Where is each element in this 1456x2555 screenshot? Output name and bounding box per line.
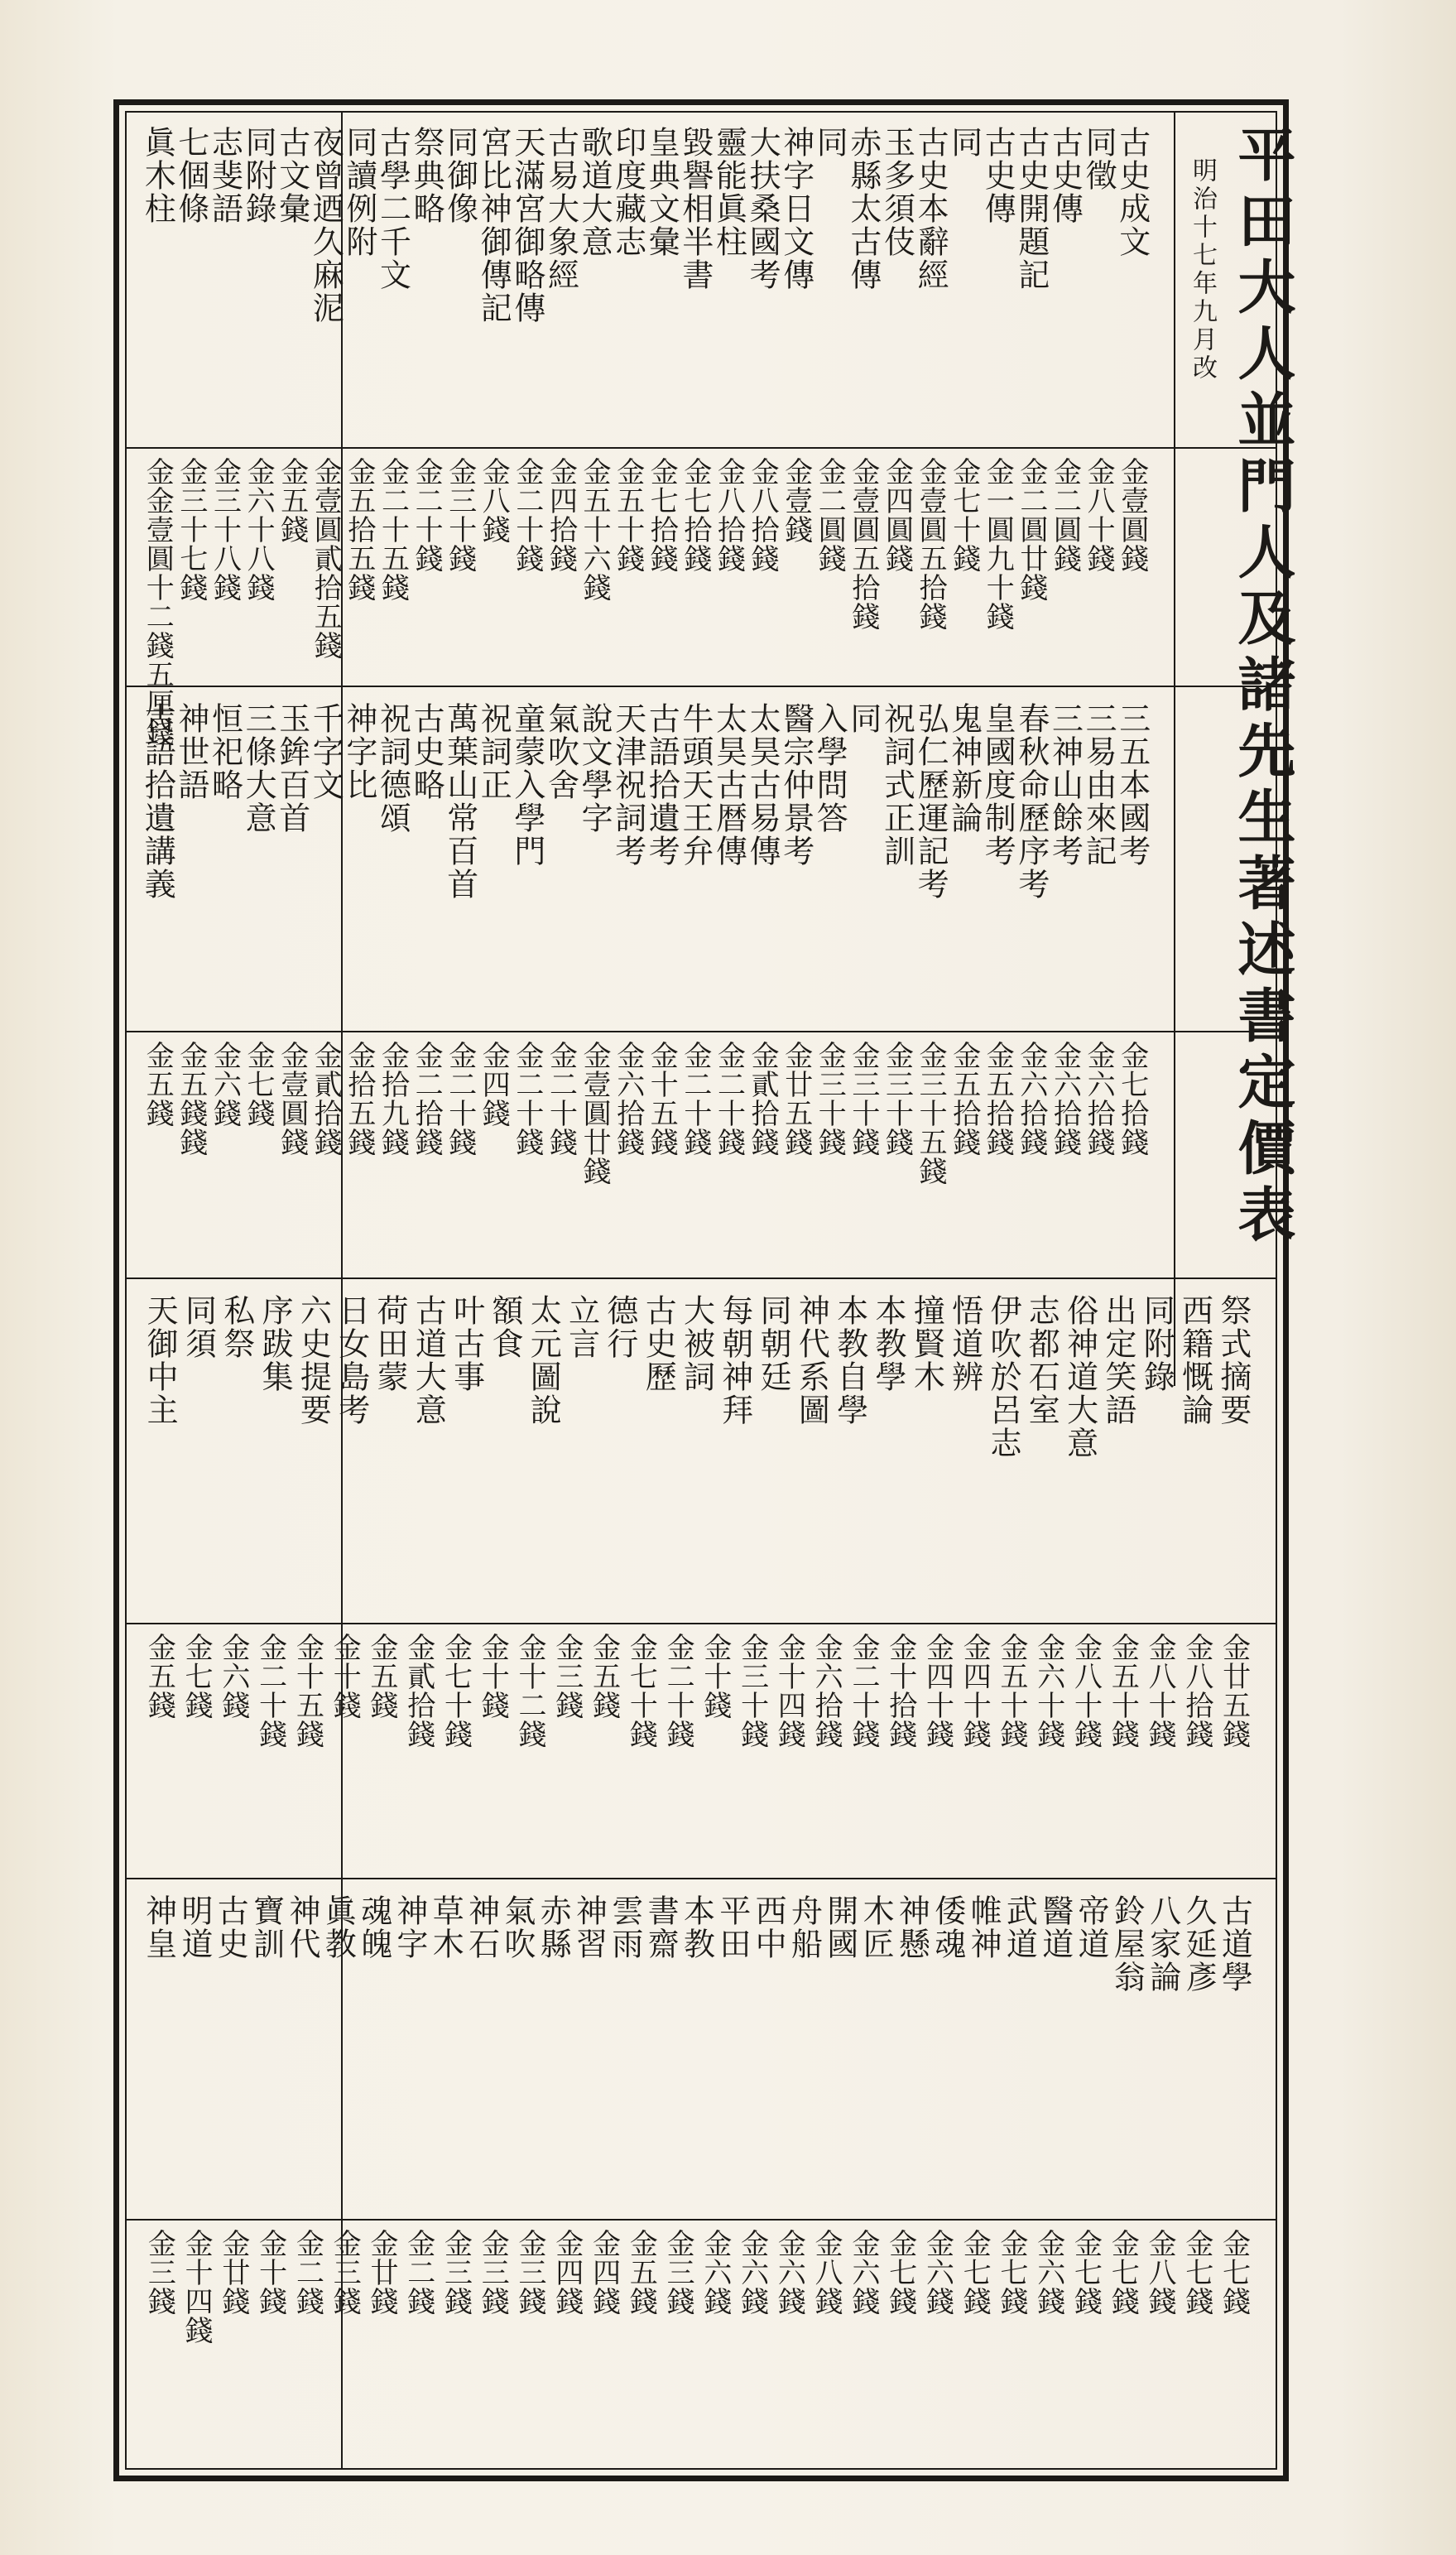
book-title: 古學二千文 [374, 126, 411, 291]
book-price: 金三十錢 [735, 1633, 769, 1749]
book-price: 金七錢 [1217, 2229, 1251, 2316]
book-title: 三易由來記 [1080, 702, 1117, 868]
book-title: 萬葉山常百首 [441, 702, 478, 901]
book-price: 金七十錢 [947, 457, 981, 573]
book-title: 祝詞德頌 [374, 702, 411, 835]
book-price: 金三十錢 [880, 1041, 914, 1157]
book-price: 金貳拾錢 [401, 1633, 435, 1749]
book-price: 金六拾錢 [810, 1633, 843, 1749]
book-title: 恒祀略 [206, 702, 243, 801]
book-title: 千字文 [307, 702, 344, 801]
book-title: 私祭 [218, 1294, 255, 1360]
book-title: 同 [945, 126, 983, 159]
book-price: 金七錢 [242, 1041, 276, 1128]
book-title: 六史提要 [295, 1294, 332, 1427]
book-title: 宮比神御傳記 [475, 126, 512, 325]
book-title: 叶古事 [448, 1294, 485, 1393]
book-title: 寶訓 [247, 1894, 285, 1961]
book-price: 金八錢 [810, 2229, 843, 2316]
book-price: 金二十錢 [712, 1041, 746, 1157]
book-title: 毀譽相半書 [676, 126, 714, 291]
book-title: 祭典略 [408, 126, 445, 225]
book-title: 同 [811, 126, 848, 159]
book-price: 金四十錢 [920, 1633, 954, 1749]
book-price: 金七拾錢 [678, 457, 712, 573]
book-price: 金八十錢 [1069, 1633, 1103, 1749]
book-title: 古道學 [1216, 1894, 1253, 1994]
book-price: 金金壹圓十二錢五厘錢 [141, 457, 175, 747]
book-title: 八家論 [1144, 1894, 1181, 1994]
book-title: 本教自學 [831, 1294, 868, 1427]
book-title: 同徵 [1080, 126, 1117, 192]
book-title: 同須 [180, 1294, 217, 1360]
book-price: 金三十錢 [846, 1041, 880, 1157]
book-title: 神石 [463, 1894, 500, 1961]
book-price: 金七十錢 [439, 1633, 473, 1749]
book-price: 金四錢 [550, 2229, 584, 2316]
book-price: 金拾五錢 [342, 1041, 376, 1157]
book-title: 太昊古易傳 [744, 702, 781, 868]
book-title: 神代系圖 [793, 1294, 830, 1427]
book-price: 金七拾錢 [1115, 1041, 1149, 1157]
book-price: 金二圓錢 [1048, 457, 1082, 573]
book-price: 金七拾錢 [645, 457, 679, 573]
book-price: 金六錢 [846, 2229, 880, 2316]
book-title: 大被詞 [678, 1294, 715, 1393]
book-title: 雲雨 [606, 1894, 643, 1961]
book-price: 金十錢 [476, 1633, 510, 1720]
book-price: 金六拾錢 [611, 1041, 645, 1157]
book-price: 金八拾錢 [712, 457, 746, 573]
book-price: 金三十七錢 [174, 457, 208, 602]
book-title: 祝詞正 [475, 702, 512, 801]
book-title: 久延彥 [1180, 1894, 1218, 1994]
book-price: 金二拾錢 [410, 1041, 444, 1157]
book-title: 鈴屋翁 [1108, 1894, 1146, 1994]
book-price: 金二十錢 [661, 1633, 695, 1749]
book-title: 天御中主 [142, 1294, 179, 1427]
book-price: 金七錢 [958, 2229, 992, 2316]
group-divider [341, 1879, 343, 2470]
book-title: 鬼神新論 [945, 702, 983, 835]
book-title: 氣吹 [498, 1894, 536, 1961]
book-price: 金五錢 [364, 1633, 398, 1720]
book-price: 金三十錢 [443, 457, 477, 573]
book-price: 金四圓錢 [880, 457, 914, 573]
book-price: 金廿錢 [216, 2229, 250, 2316]
book-price: 金四十錢 [958, 1633, 992, 1749]
book-title: 木匠 [858, 1894, 895, 1961]
page-title: 平田大人並門人及諸先生著述書定價表 [1228, 124, 1297, 1250]
book-title: 古語拾遺講義 [139, 702, 176, 901]
book-title: 古道大意 [410, 1294, 447, 1427]
book-price: 金六錢 [772, 2229, 806, 2316]
book-price: 金五錢 [587, 1633, 621, 1720]
book-title: 悟道辨 [946, 1294, 983, 1393]
book-price: 金六十八錢 [242, 457, 276, 602]
book-title: 同朝廷 [755, 1294, 792, 1393]
book-price: 金廿錢 [364, 2229, 398, 2316]
book-title: 古易大象經 [542, 126, 579, 291]
book-title: 童蒙入學門 [508, 702, 545, 868]
book-title: 古史傳 [979, 126, 1016, 225]
book-price: 金七錢 [1180, 2229, 1213, 2316]
book-price: 金六錢 [216, 1633, 250, 1720]
book-title: 草木 [427, 1894, 464, 1961]
book-price: 金二圓廿錢 [1014, 457, 1048, 602]
book-title: 玉多須伎 [878, 126, 915, 258]
book-price: 金廿五錢 [1217, 1633, 1251, 1749]
book-price: 金四錢 [477, 1041, 511, 1128]
book-title: 立言 [563, 1294, 600, 1360]
book-price: 金五錢 [142, 1633, 176, 1720]
book-title: 神皇 [140, 1894, 177, 1961]
book-price: 金六拾錢 [1082, 1041, 1116, 1157]
book-title: 氣吹舍 [542, 702, 579, 801]
book-price: 金五錢 [624, 2229, 658, 2316]
book-price: 金七錢 [180, 1633, 214, 1720]
book-price: 金一圓九十錢 [981, 457, 1015, 631]
book-title: 三條大意 [240, 702, 277, 835]
book-price: 金六錢 [920, 2229, 954, 2316]
book-title: 春秋命歷序考 [1012, 702, 1050, 901]
book-title: 天津祝詞考 [609, 702, 646, 868]
book-price: 金十二錢 [513, 1633, 547, 1749]
book-price: 金二十錢 [678, 1041, 712, 1157]
book-title: 祝詞式正訓 [878, 702, 915, 868]
book-price: 金壹圓五拾錢 [914, 457, 948, 631]
book-title: 皇國度制考 [979, 702, 1016, 868]
book-price: 金三十錢 [813, 1041, 847, 1157]
book-title: 神懸 [893, 1894, 930, 1961]
book-price: 金二十錢 [510, 1041, 544, 1157]
book-price: 金六錢 [208, 1041, 242, 1128]
book-title: 武道 [1001, 1894, 1038, 1961]
book-title: 牛頭天王弁 [676, 702, 714, 868]
book-price: 金二圓錢 [813, 457, 847, 573]
book-title: 志都石室 [1023, 1294, 1060, 1427]
book-price: 金二十錢 [253, 1633, 287, 1749]
book-price: 金八十錢 [1082, 457, 1116, 573]
book-price: 金五拾錢 [947, 1041, 981, 1157]
book-price: 金二錢 [401, 2229, 435, 2316]
price-row-divider [125, 2219, 1277, 2221]
book-title: 魂魄 [355, 1894, 392, 1961]
book-price: 金二十五錢 [376, 457, 410, 602]
book-price: 金二錢 [291, 2229, 324, 2316]
book-title: 撞賢木 [908, 1294, 945, 1393]
book-title: 帝道 [1073, 1894, 1110, 1961]
book-price: 金壹圓五拾錢 [846, 457, 880, 631]
price-row-divider [125, 447, 1277, 449]
book-price: 金三錢 [661, 2229, 695, 2316]
book-title: 七個條 [172, 126, 209, 225]
book-price: 金五錢錢 [174, 1041, 208, 1157]
book-price: 金十錢 [253, 2229, 287, 2316]
book-price: 金七錢 [1106, 2229, 1140, 2316]
book-title: 同附錄 [240, 126, 277, 225]
book-title: 印度藏志 [609, 126, 646, 258]
book-title: 神字 [391, 1894, 428, 1961]
book-price: 金十四錢 [180, 2229, 214, 2345]
book-title: 神字比 [340, 702, 377, 801]
book-price: 金六十錢 [1031, 1633, 1065, 1749]
book-price: 金十五錢 [291, 1633, 324, 1749]
book-title: 天滿宮御略傳 [508, 126, 545, 325]
book-price: 金五十錢 [995, 1633, 1029, 1749]
book-title: 神代 [283, 1894, 320, 1961]
book-title: 舟船 [786, 1894, 823, 1961]
book-title: 同讀例附 [340, 126, 377, 258]
book-title: 西中 [750, 1894, 787, 1961]
book-price: 金貳拾錢 [746, 1041, 780, 1157]
book-price: 金八錢 [477, 457, 511, 544]
book-title: 俗神道大意 [1061, 1294, 1098, 1460]
book-price: 金二十錢 [443, 1041, 477, 1157]
book-title: 志斐語 [206, 126, 243, 225]
book-title: 皇典文彙 [643, 126, 680, 258]
book-title: 同御像 [441, 126, 478, 225]
book-price: 金五十六錢 [578, 457, 612, 602]
book-title: 帷神 [965, 1894, 1002, 1961]
book-price: 金拾九錢 [376, 1041, 410, 1157]
book-price: 金三十八錢 [208, 457, 242, 602]
book-title: 古史 [212, 1894, 249, 1961]
book-title: 玉鉾百首 [273, 702, 310, 835]
book-title: 入學問答 [811, 702, 848, 835]
book-title: 古史歷 [640, 1294, 677, 1393]
book-title: 德行 [601, 1294, 638, 1360]
book-title: 日女島考 [333, 1294, 370, 1427]
book-price: 金十錢 [698, 1633, 732, 1720]
book-price: 金七十錢 [624, 1633, 658, 1749]
book-price: 金八拾錢 [746, 457, 780, 573]
book-title: 眞教 [320, 1894, 357, 1961]
book-price: 金十五錢 [645, 1041, 679, 1157]
book-title: 明道 [175, 1894, 213, 1961]
book-title: 本教 [678, 1894, 715, 1961]
price-row-divider [125, 1623, 1277, 1624]
book-title: 夜曾迺久麻泥 [307, 126, 344, 325]
book-title: 赤縣太古傳 [844, 126, 882, 291]
book-title: 太元圖說 [525, 1294, 562, 1427]
book-price: 金六錢 [735, 2229, 769, 2316]
book-title: 古文彙 [273, 126, 310, 225]
book-title: 古史成文 [1113, 126, 1151, 258]
book-title: 靈能眞柱 [710, 126, 747, 258]
book-price: 金五錢 [275, 457, 309, 544]
book-price: 金四錢 [587, 2229, 621, 2316]
book-title: 說文學字 [576, 702, 613, 835]
book-title: 額食 [486, 1294, 523, 1360]
book-title: 序跋集 [257, 1294, 294, 1393]
book-title: 西籍慨論 [1176, 1294, 1213, 1427]
book-title: 平田 [714, 1894, 751, 1961]
book-price: 金廿五錢 [779, 1041, 813, 1157]
book-title: 古史傳 [1046, 126, 1084, 225]
book-price: 金七錢 [1069, 2229, 1103, 2316]
book-title: 古語拾遺考 [643, 702, 680, 868]
book-price: 金二十錢 [544, 1041, 578, 1157]
book-price: 金壹圓錢 [275, 1041, 309, 1157]
book-price: 金三錢 [513, 2229, 547, 2316]
revision-date: 明治十七年九月改 [1188, 157, 1217, 383]
book-price: 金三十五錢 [914, 1041, 948, 1186]
book-price: 金壹錢 [779, 457, 813, 544]
book-price: 金三錢 [328, 2229, 362, 2316]
book-title: 神世語 [172, 702, 209, 801]
book-price: 金六錢 [1031, 2229, 1065, 2316]
book-price: 金三錢 [142, 2229, 176, 2316]
section-4 [125, 1879, 1277, 2470]
book-price: 金二十錢 [510, 457, 544, 573]
book-price: 金五錢 [141, 1041, 175, 1128]
book-price: 金六錢 [698, 2229, 732, 2316]
book-title: 神字日文傳 [777, 126, 814, 291]
book-title: 醫道 [1036, 1894, 1074, 1961]
book-title: 古史略 [408, 702, 445, 801]
book-title: 出定笑語 [1099, 1294, 1136, 1427]
book-price: 金六拾錢 [1014, 1041, 1048, 1157]
book-title: 弘仁歷運記考 [912, 702, 949, 901]
book-price: 金十拾錢 [883, 1633, 917, 1749]
price-row-divider [125, 1031, 1277, 1032]
book-price: 金五拾五錢 [342, 457, 376, 602]
book-price: 金八拾錢 [1180, 1633, 1213, 1749]
book-price: 金八錢 [1143, 2229, 1177, 2316]
book-title: 醫宗仲景考 [777, 702, 814, 868]
book-price: 金六拾錢 [1048, 1041, 1082, 1157]
book-title: 祭式摘要 [1214, 1294, 1252, 1427]
book-title: 赤縣 [535, 1894, 572, 1961]
book-title: 眞木柱 [139, 126, 176, 225]
book-price: 金三錢 [476, 2229, 510, 2316]
book-price: 金十四錢 [772, 1633, 806, 1749]
book-title: 古史開題記 [1012, 126, 1050, 291]
book-price: 金五十錢 [1106, 1633, 1140, 1749]
book-price: 金壹圓廿錢 [578, 1041, 612, 1186]
book-title: 三神山餘考 [1046, 702, 1084, 868]
book-price: 金七錢 [995, 2229, 1029, 2316]
book-title: 神習 [570, 1894, 608, 1961]
book-price: 金二十錢 [410, 457, 444, 573]
book-price: 金三錢 [550, 1633, 584, 1720]
book-price: 金八十錢 [1143, 1633, 1177, 1749]
book-title: 開國 [821, 1894, 858, 1961]
book-title: 太昊古暦傳 [710, 702, 747, 868]
book-title: 倭魂 [929, 1894, 966, 1961]
book-title: 古史本辭經 [912, 126, 949, 291]
book-price: 金貳拾錢 [309, 1041, 343, 1157]
book-price: 金三錢 [439, 2229, 473, 2316]
book-title: 歌道大意 [576, 126, 613, 258]
book-price: 金五拾錢 [981, 1041, 1015, 1157]
book-title: 伊吹於呂志 [984, 1294, 1021, 1460]
book-price: 金五十錢 [611, 457, 645, 573]
book-title: 大扶桑國考 [744, 126, 781, 291]
book-title: 本教學 [870, 1294, 907, 1393]
book-title: 同附錄 [1138, 1294, 1175, 1393]
book-title: 荷田蒙 [372, 1294, 409, 1393]
book-title: 三五本國考 [1113, 702, 1151, 868]
book-price: 金壹圓貳拾五錢 [309, 457, 343, 660]
book-title: 同 [844, 702, 882, 735]
book-price: 金四拾錢 [544, 457, 578, 573]
book-price: 金十錢 [328, 1633, 362, 1720]
book-title: 每朝神拜 [716, 1294, 753, 1427]
book-title: 書齋 [642, 1894, 680, 1961]
book-price: 金七錢 [883, 2229, 917, 2316]
book-price: 金壹圓錢 [1115, 457, 1149, 573]
book-price: 金二十錢 [846, 1633, 880, 1749]
